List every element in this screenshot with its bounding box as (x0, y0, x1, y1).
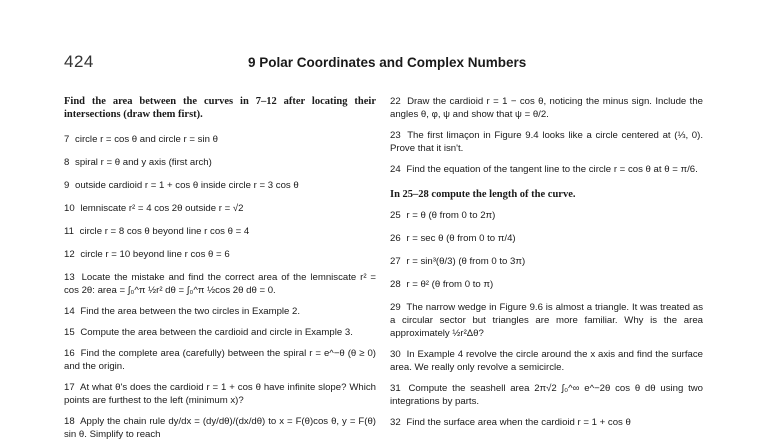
exercise-number: 9 (64, 180, 70, 191)
exercise-item (390, 278, 703, 291)
exercise-text: circle r = 8 cos θ beyond line r cos θ = 4 (79, 226, 250, 237)
exercise-text: Find the equation of the tangent line to the circle r = cos θ at θ = π/6. (406, 164, 698, 175)
exercise-heading: Find the area between the curves in 7–12 after locating their intersections (draw them first). (64, 96, 376, 120)
exercise-item (390, 232, 703, 245)
exercise-item (64, 202, 376, 215)
exercise-text: Find the area between the two circles in Example 2. (80, 306, 301, 317)
exercise-text: The narrow wedge in Figure 9.6 is almost a triangle. It was treated as a circular sector but triangles are more familiar. Why is the area approximately ½r²Δθ? (390, 302, 703, 339)
exercise-text: outside cardioid r = 1 + cos θ inside circle r = 3 cos θ (75, 180, 299, 191)
exercise-item (64, 326, 376, 339)
exercise-number: 29 (390, 302, 401, 313)
exercise-number: 31 (390, 383, 401, 394)
exercise-heading: In 25–28 compute the length of the curve. (390, 189, 576, 200)
exercise-item (390, 301, 703, 340)
exercise-text: Apply the chain rule dy/dx = (dy/dθ)/(dx/dθ) to x = F(θ)cos θ, y = F(θ) sin θ. Simplify to reach (64, 416, 377, 440)
exercise-text: circle r = cos θ and circle r = sin θ (75, 134, 218, 145)
running-head: 9 Polar Coordinates and Complex Numbers (248, 55, 527, 70)
exercise-item (390, 348, 703, 374)
exercise-number: 13 (64, 272, 75, 283)
exercise-item (390, 255, 703, 268)
exercise-item (390, 416, 703, 429)
exercise-text: The first limaçon in Figure 9.4 looks like a circle centered at (⅓, 0). Prove that it isn't. (390, 130, 703, 154)
exercise-item (64, 415, 376, 441)
exercise-text: Compute the area between the cardioid and circle in Example 3. (80, 327, 353, 338)
exercise-number: 15 (64, 327, 75, 338)
exercise-number: 26 (390, 233, 401, 244)
exercise-text: r = sin³(θ/3) (θ from 0 to 3π) (406, 256, 526, 267)
exercise-text: Find the complete area (carefully) between the spiral r = e^−θ (θ ≥ 0) and the origin. (64, 348, 377, 372)
exercise-number: 8 (64, 157, 70, 168)
exercise-number: 23 (390, 130, 401, 141)
exercise-text: Find the surface area when the cardioid r = 1 + cos θ (406, 417, 631, 428)
exercise-number: 18 (64, 416, 75, 427)
exercise-number: 14 (64, 306, 75, 317)
exercise-text: At what θ's does the cardioid r = 1 + cos θ have infinite slope? Which points are furthest to the left (minimum x)? (64, 382, 376, 406)
exercise-text: Locate the mistake and find the correct area of the lemniscate r² = cos 2θ: area = ∫₀^π ½r² dθ = ∫₀^π ½cos 2θ dθ = 0. (64, 272, 377, 296)
exercise-text: spiral r = θ and y axis (first arch) (75, 157, 212, 168)
exercise-number: 24 (390, 164, 401, 175)
right-column (390, 95, 703, 429)
exercise-number: 27 (390, 256, 401, 267)
left-column (64, 95, 376, 441)
exercise-item (64, 381, 376, 407)
exercise-number: 11 (64, 226, 74, 237)
exercise-number: 25 (390, 210, 401, 221)
exercise-number: 17 (64, 382, 75, 393)
exercise-text: circle r = 10 beyond line r cos θ = 6 (80, 249, 230, 260)
exercise-text: Compute the seashell area 2π√2 ∫₀^∞ e^−2θ cos θ dθ using two integrations by parts. (390, 383, 704, 407)
exercise-number: 30 (390, 349, 401, 360)
exercise-number: 22 (390, 96, 401, 107)
exercise-number: 32 (390, 417, 401, 428)
exercise-text: Draw the cardioid r = 1 − cos θ, noticing the minus sign. Include the angles θ, φ, ψ and show that ψ = θ/2. (390, 96, 703, 120)
exercise-item (390, 95, 703, 121)
exercise-item (64, 271, 376, 297)
exercise-item (64, 305, 376, 318)
exercise-item (64, 133, 376, 146)
page-number: 424 (64, 52, 94, 71)
exercise-item (64, 225, 376, 238)
exercise-number: 12 (64, 249, 75, 260)
exercise-item (390, 209, 703, 222)
exercise-number: 16 (64, 348, 75, 359)
exercise-item (390, 163, 703, 176)
exercise-text: r = sec θ (θ from 0 to π/4) (406, 233, 516, 244)
exercise-number: 10 (64, 203, 75, 214)
exercise-item (64, 248, 376, 261)
exercise-item (64, 347, 376, 373)
exercise-text: lemniscate r² = 4 cos 2θ outside r = √2 (80, 203, 244, 214)
exercise-item (390, 129, 703, 155)
exercise-text: r = θ (θ from 0 to 2π) (406, 210, 496, 221)
exercise-text: In Example 4 revolve the circle around the x axis and find the surface area. We really only revolve a semicircle. (390, 349, 703, 373)
exercise-item (64, 179, 376, 192)
exercise-item (64, 156, 376, 169)
exercise-text: r = θ² (θ from 0 to π) (406, 279, 494, 290)
exercise-item (390, 382, 703, 408)
exercise-number: 28 (390, 279, 401, 290)
exercise-number: 7 (64, 134, 70, 145)
